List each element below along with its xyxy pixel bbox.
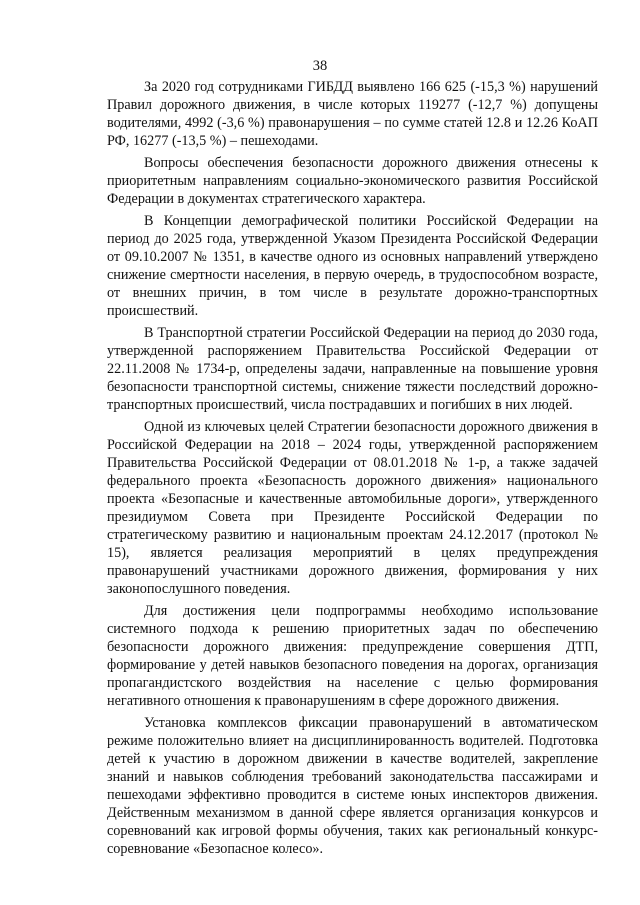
page-number: 38 (312, 58, 328, 74)
paragraph-subprogram-goal: Для достижения цели подпрограммы необходимо использование системного подхода к решению приоритетных задач по обеспечению безопасности дорожного движения: предупреждение совершения ДТП, формирование у детей навыков безопасного поведения на дорогах, организация пропагандистского воздействия на население с целью формирования негативного отношения к правонарушениям в сфере дорожного движения. (107, 603, 598, 709)
paragraph-priority-directions: Вопросы обеспечения безопасности дорожного движения отнесены к приоритетным направлениям социально-экономического развития Российской Федерации в документах стратегического характера. (107, 155, 598, 207)
paragraph-violations-2020: За 2020 год сотрудниками ГИБДД выявлено 166 625 (-15,3 %) нарушений Правил дорожного движения, в числе которых 119277 (-12,7 %) допущены водителями, 4992 (-3,6 %) правонарушения – по сумме статей 12.8 и 12.26 КоАП РФ, 16277 (-13,5 %) – пешеходами. (107, 79, 598, 149)
paragraph-road-safety-strategy: Одной из ключевых целей Стратегии безопасности дорожного движения в Российской Федерации на 2018 – 2024 годы, утвержденной распоряжением Правительства Российской Федерации от 08.01.2018 № 1-р, а также задачей федерального проекта «Безопасность дорожного движения» национального проекта «Безопасные и качественные автомобильные дороги», утвержденного президиумом Совета при Президенте Российской Федерации по стратегическому развитию и национальным проектам 24.12.2017 (протокол № 15), является реализация мероприятий в целях предупреждения правонарушений участниками дорожного движения, формирования у них законопослушного поведения. (107, 419, 598, 597)
paragraph-demographic-policy: В Концепции демографической политики Российской Федерации на период до 2025 года, утвержденной Указом Президента Российской Федерации от 09.10.2007 № 1351, в качестве одного из основных направлений утверждено снижение смертности населения, в первую очередь, в трудоспособном возрасте, от внешних причин, в том числе в результате дорожно-транспортных происшествий. (107, 213, 598, 319)
document-body (107, 78, 598, 862)
paragraph-transport-strategy: В Транспортной стратегии Российской Федерации на период до 2030 года, утвержденной распоряжением Правительства Российской Федерации от 22.11.2008 № 1734-р, определены задачи, направленные на повышение уровня безопасности транспортной системы, снижение тяжести последствий дорожно-транспортных происшествий, числа пострадавших и погибших в них людей. (107, 325, 598, 413)
paragraph-automatic-fixation: Установка комплексов фиксации правонарушений в автоматическом режиме положительно влияет на дисциплинированность водителей. Подготовка детей к участию в дорожном движении в качестве водителей, закрепление знаний и навыков соблюдения требований законодательства пассажирами и пешеходами эффективно проводится в системе юных инспекторов движения. Действенным механизмом в данной сфере является организация конкурсов и соревнований как игровой формы обучения, таких как региональный конкурс-соревнование «Безопасное колесо». (107, 715, 598, 857)
